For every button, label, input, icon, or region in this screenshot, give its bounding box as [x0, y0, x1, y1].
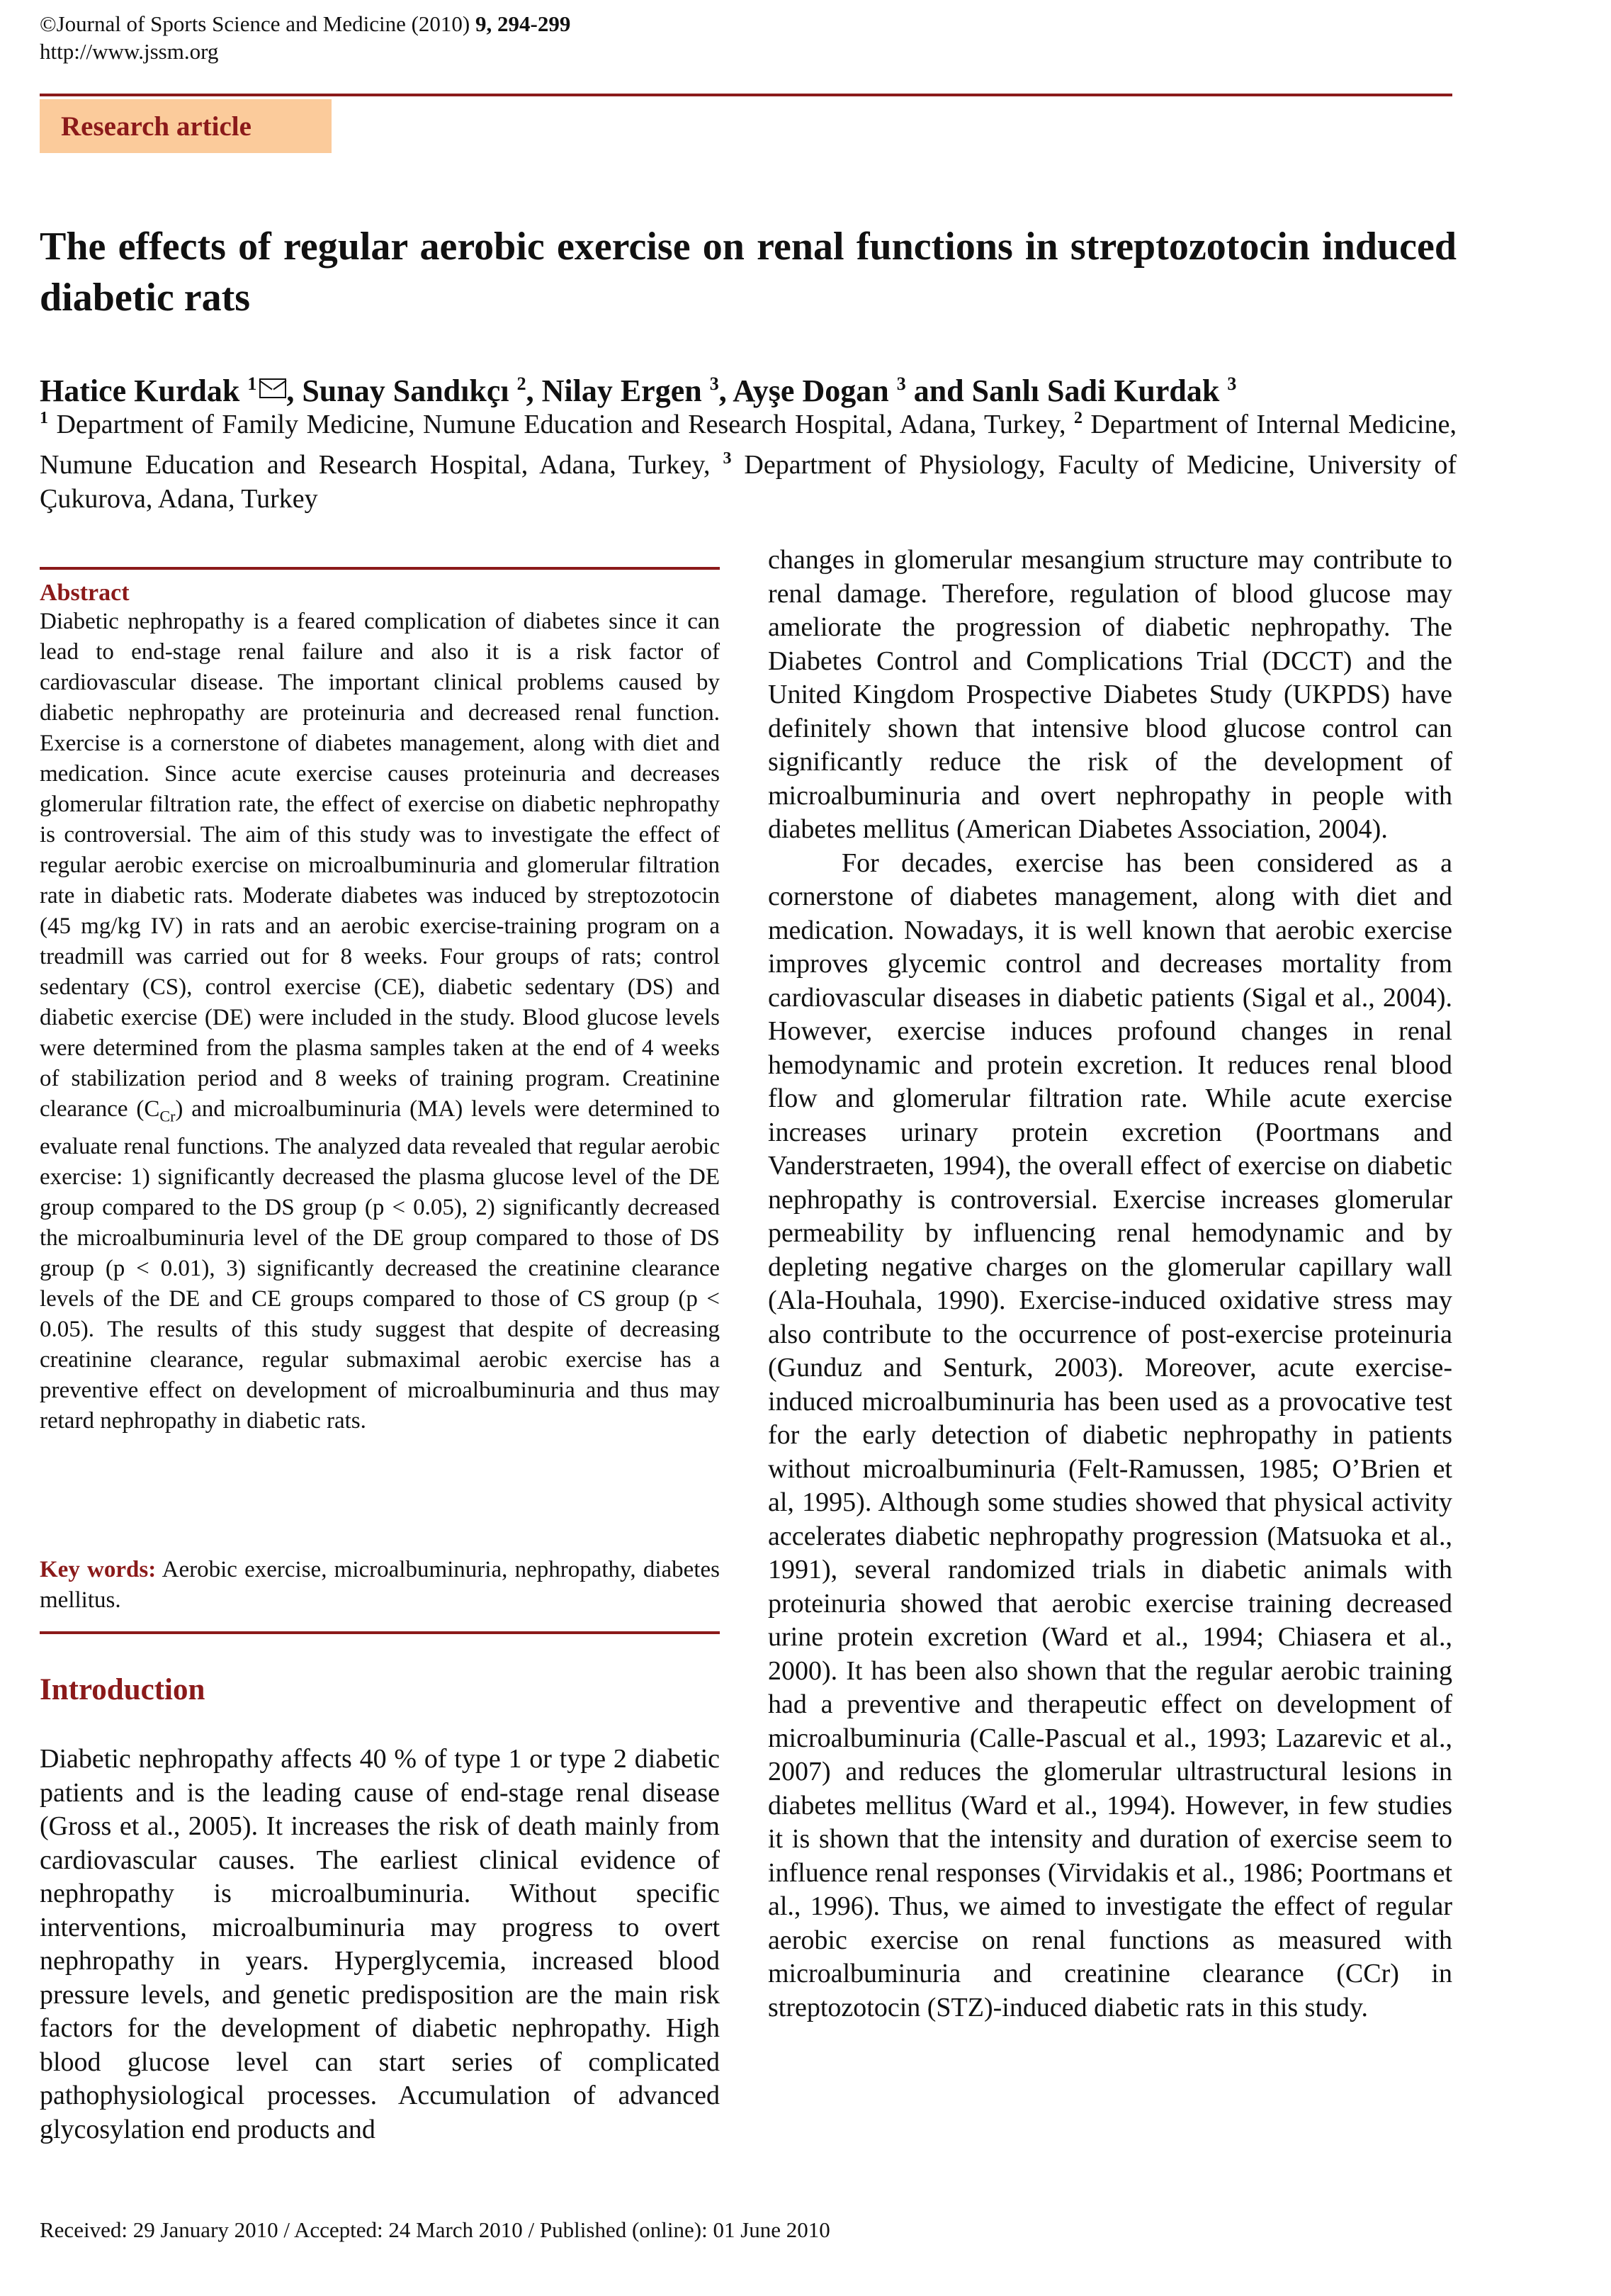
journal-volume: 9	[475, 11, 487, 36]
author-affil-sup: 1	[247, 373, 257, 394]
author-affil-sup: 3	[709, 373, 719, 394]
keywords-text: Aerobic exercise, microalbuminuria, nephropathy, diabetes mellitus.	[40, 1557, 720, 1613]
affil-text: Department of Physiology, Faculty of Medicine, University of Çukurova, Adana, Turkey	[40, 450, 1457, 514]
abstract-top-rule	[40, 567, 720, 570]
author-name: , Sunay Sandıkçı	[286, 373, 517, 408]
affil-number: 1	[40, 409, 48, 427]
journal-url[interactable]: http://www.jssm.org	[40, 39, 219, 64]
abstract-body: Diabetic nephropathy is a feared complication of diabetes since it can lead to end-stage renal failure and also it is a risk factor of cardiovascular disease. The important clinical problems caused by diabetic nephropathy are proteinuria and decreased renal function. Exercise is a cornerstone of diabetes management, along with diet and medication. Since acute exercise causes proteinuria and decreases glomerular filtration rate, the effect of exercise on diabetic nephropathy is controversial. The aim of this study was to investigate the effect of regular aerobic exercise on microalbuminuria and glomerular filtration rate in diabetic rats. Moderate diabetes was induced by streptozotocin (45 mg/kg IV) in rats and an aerobic exercise-training program on a treadmill was carried out for 8 weeks. Four groups of rats; control sedentary (CS), control exercise (CE), diabetic sedentary (DS) and diabetic exercise (DE) were included in the study. Blood glucose levels were determined from the plasma samples taken at the end of 4 weeks of stabilization period and 8 weeks of training program. Creatinine clearance $(C_{Cr})$ and microalbuminuria (MA) levels were determined to evaluate renal functions. The analyzed data revealed that regular aerobic exercise: 1) significantly decreased the plasma glucose level of the DE group compared to the DS group (p < 0.05), 2) significantly decreased the microalbuminuria level of the DE group compared to those of DS group (p < 0.01), 3) significantly decreased the creatinine clearance levels of the DE and CE groups compared to those of CS group (p < 0.05). The results of this study suggest that despite of decreasing creatinine clearance, regular submaximal aerobic exercise has a preventive effect on development of microalbuminuria and thus may retard nephropathy in diabetic rats.	[40, 609, 720, 1434]
author-affil-sup: 3	[1227, 373, 1237, 394]
article-type-badge	[40, 99, 332, 153]
email-icon[interactable]	[259, 378, 286, 398]
introduction-right-column	[768, 544, 1452, 2025]
affil-number: 2	[1073, 409, 1083, 427]
author-name: and Sanlı Sadi Kurdak	[905, 373, 1228, 408]
journal-pages: , 294-299	[486, 11, 571, 36]
introduction-heading: Introduction	[40, 1673, 205, 1706]
author-affil-sup: 2	[516, 373, 526, 394]
author-name: , Ayşe Dogan	[718, 373, 897, 408]
affil-text: Department of Internal Medicine, Numune Education and Research Hospital, Adana, Turkey,	[40, 410, 1457, 480]
paragraph: Diabetic nephropathy affects 40 % of type 1 or type 2 diabetic patients and is the leading cause of end-stage renal disease (Gross et al., 2005). It increases the risk of death mainly from cardiovascular causes. The earliest clinical evidence of nephropathy is microalbuminuria. Without specific interventions, microalbuminuria may progress to overt nephropathy in years. Hyperglycemia, increased blood pressure levels, and genetic predisposition are the main risk factors for the development of diabetic nephropathy. High blood glucose level can start series of complicated pathophysiological processes. Accumulation of advanced glycosylation end products and	[40, 1744, 720, 2144]
article-title: The effects of regular aerobic exercise on renal functions in streptozotocin induced diabetic rats	[40, 225, 1457, 320]
publication-dates: Received: 29 January 2010 / Accepted: 24 March 2010 / Published (online): 01 June 2010	[40, 2217, 830, 2242]
keywords	[40, 1555, 720, 1616]
introduction-left-column	[40, 1743, 720, 2146]
journal-header	[40, 10, 570, 65]
keywords-label: Key words:	[40, 1557, 157, 1582]
abstract-subscript: Cr	[159, 1107, 176, 1125]
affil-text: Department of Family Medicine, Numune Education and Research Hospital, Adana, Turkey,	[48, 410, 1074, 439]
abstract-heading: Abstract	[40, 580, 130, 606]
header-divider	[40, 94, 1452, 96]
paragraph: For decades, exercise has been considered as a cornerstone of diabetes management, along with diet and medication. Nowadays, it is well known that aerobic exercise improves glycemic control and decreases mortality from cardiovascular diseases in diabetic patients (Sigal et al., 2004). However, exercise induces profound changes in renal hemodynamic and protein excretion. It reduces renal blood flow and glomerular filtration rate. While acute exercise increases urinary protein excretion (Poortmans and Vanderstraeten, 1994), the overall effect of exercise on diabetic nephropathy is controversial. Exercise increases glomerular permeability by influencing renal hemodynamic and by depleting negative charges on the glomerular capillary wall (Ala-Houhala, 1990). Exercise-induced oxidative stress may also contribute to the occurrence of post-exercise proteinuria (Gunduz and Senturk, 2003). Moreover, acute exercise-induced microalbuminuria has been used as a provocative test for the early detection of diabetic nephropathy in patients without microalbuminuria (Felt-Ramussen, 1985; O’Brien et al, 1995). Although some studies showed that physical activity accelerates diabetic nephropathy progression (Matsuoka et al., 1991), several randomized trials in diabetic animals with proteinuria showed that aerobic exercise training decreased urine protein excretion (Ward et al., 1994; Chiasera et al., 2000). It has been also shown that the regular aerobic training had a preventive and therapeutic effect on development of microalbuminuria (Calle-Pascual et al., 1993; Lazarevic et al., 2007) and reduces the glomerular ultrastructural lesions in diabetes mellitus (Ward et al., 1994). However, in few studies it is shown that the intensity and duration of exercise seem to influence renal responses (Virvidakis et al., 1986; Poortmans et al., 1996). Thus, we aimed to investigate the effect of regular aerobic exercise on renal functions as measured with microalbuminuria and creatinine clearance (CCr) in streptozotocin (STZ)-induced diabetic rats in this study.	[768, 848, 1452, 2022]
author-name: , Nilay Ergen	[526, 373, 710, 408]
abstract-section	[40, 580, 720, 1436]
abstract-bottom-rule	[40, 1631, 720, 1634]
affiliations	[40, 401, 1457, 516]
author-affil-sup: 3	[896, 373, 906, 394]
article-type-label: Research article	[61, 111, 251, 142]
author-name: Hatice Kurdak	[40, 373, 248, 408]
journal-citation: ©Journal of Sports Science and Medicine (2010) 9, 294-299	[40, 11, 571, 36]
affil-number: 3	[723, 449, 732, 468]
paragraph: changes in glomerular mesangium structure may contribute to renal damage. Therefore, regulation of blood glucose may ameliorate the progression of diabetic nephropathy. The Diabetes Control and Complications Trial (DCCT) and the United Kingdom Prospective Diabetes Study (UKPDS) have definitely shown that intensive blood glucose control can significantly reduce the risk of the development of microalbuminuria and overt nephropathy in people with diabetes mellitus (American Diabetes Association, 2004).	[768, 545, 1452, 844]
